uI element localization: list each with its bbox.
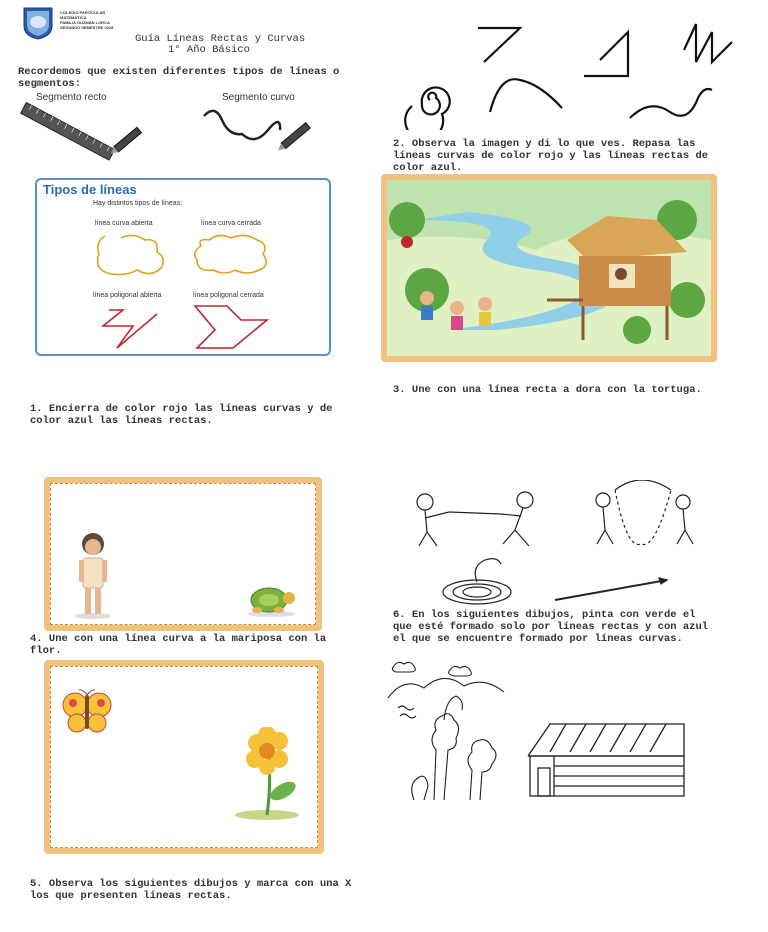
butterfly-figure: [61, 689, 113, 735]
q5-drawings[interactable]: [405, 480, 735, 608]
question-4: 4. Une con una línea curva a la mariposa con la flor.: [30, 633, 327, 657]
question-5: 5. Observa los siguientes dibujos y marca con una X los que presenten líneas rectas.: [30, 878, 352, 902]
page-title: Guía Líneas Rectas y Curvas: [135, 33, 306, 45]
line-types-drawings: [37, 180, 329, 354]
dora-turtle-frame: [44, 477, 322, 631]
flower-figure: [227, 727, 305, 821]
closed-poly-label: línea poligonal cerrada: [193, 292, 264, 299]
tipos-title: Tipos de líneas: [43, 182, 137, 197]
school-line: COLEGIO PARTICULAR: [60, 10, 106, 15]
tipos-subtitle: Hay distintos tipos de líneas:: [93, 200, 183, 207]
segment-straight-label: Segmento recto: [36, 92, 107, 103]
dora-figure: [73, 530, 113, 620]
house-straight-drawing[interactable]: [526, 720, 686, 798]
landscape-picture: [381, 174, 717, 362]
dora-turtle-area[interactable]: [50, 483, 316, 625]
question-1: 1. Encierra de color rojo las líneas curvas y de color azul las líneas rectas.: [30, 403, 333, 427]
school-line: FAMILIA GUZMÁN LORCA: [60, 20, 110, 25]
segment-curved-label: Segmento curvo: [222, 92, 295, 103]
school-logo: [22, 6, 54, 40]
butterfly-flower-frame: [44, 660, 324, 854]
landscape-scene: [387, 180, 711, 356]
question-3: 3. Une con una línea recta a dora con la tortuga.: [393, 384, 702, 396]
turtle-figure: [243, 580, 297, 618]
school-line: SEGUNDO SEMESTRE 2018: [60, 25, 114, 30]
ruler-pencil-illustration: [18, 100, 148, 162]
landscape-curves-drawing[interactable]: [384, 660, 514, 800]
school-line: MATEMÁTICA: [60, 15, 87, 20]
school-info: [60, 10, 180, 30]
question-2: 2. Observa la imagen y di lo que ves. Repasa las líneas curvas de color rojo y las líneas rectas de color azul.: [393, 138, 709, 174]
butterfly-flower-area[interactable]: [50, 666, 318, 848]
open-curve-label: línea curva abierta: [95, 220, 153, 227]
intro-text: Recordemos que existen diferentes tipos de líneas o segmentos:: [18, 66, 340, 90]
question-6: 6. En los siguientes dibujos, pinta con verde el que esté formado solo por líneas rectas y con azul el que se encuentre formado por líneas curvas.: [393, 609, 709, 645]
tipos-de-lineas-box: [35, 178, 331, 356]
curve-pencil-illustration: [200, 106, 315, 156]
line-samples: [400, 18, 746, 130]
page-subtitle: 1° Año Básico: [168, 44, 250, 56]
open-poly-label: línea poligonal abierta: [93, 292, 162, 299]
closed-curve-label: línea curva cerrada: [201, 220, 261, 227]
